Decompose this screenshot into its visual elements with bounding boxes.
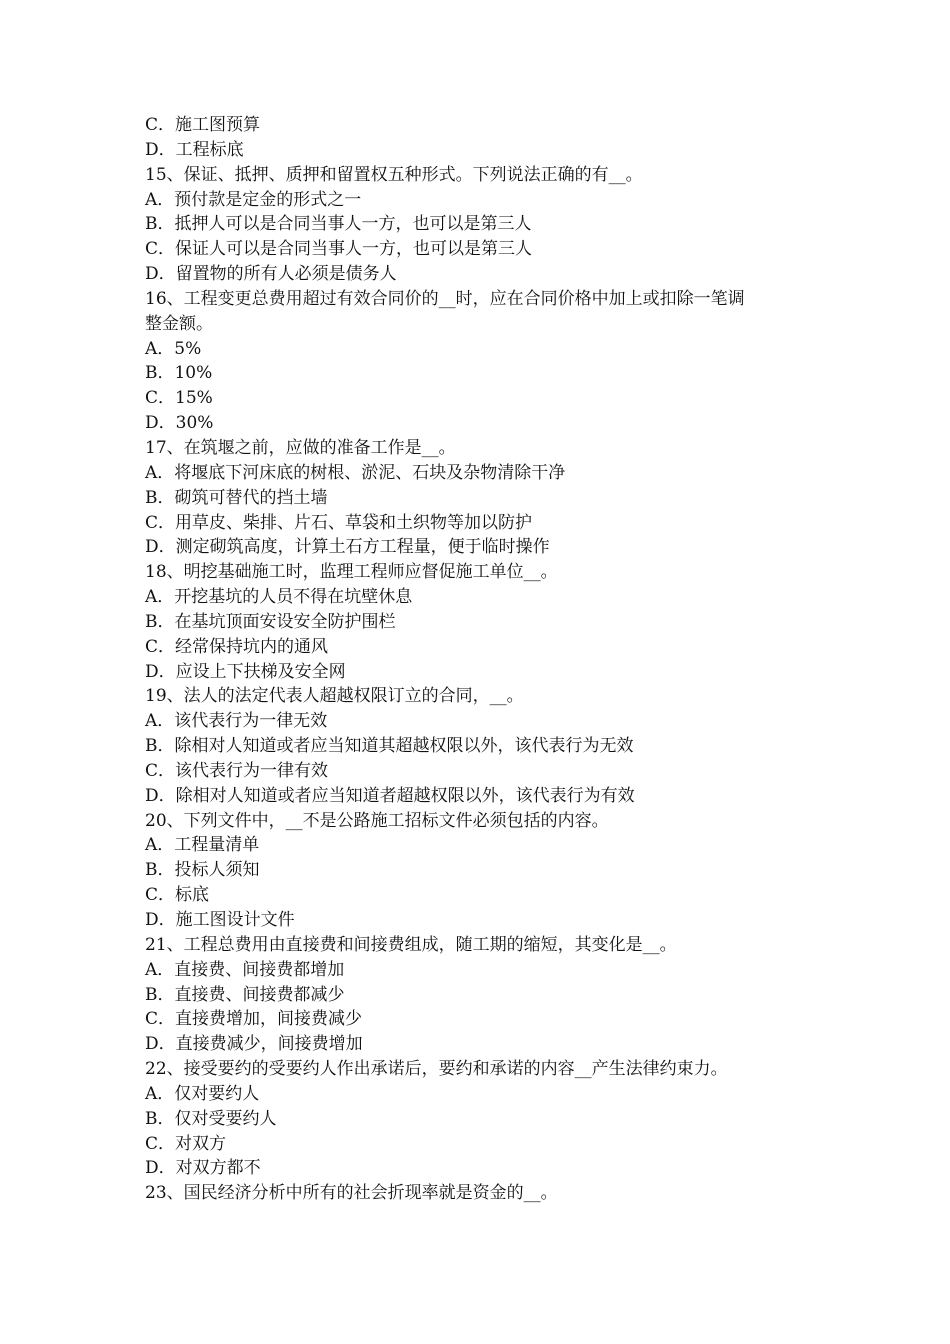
option-line: B．砌筑可替代的挡土墙 bbox=[145, 487, 328, 508]
question-19: 19、法人的法定代表人超越权限订立的合同，__。 bbox=[145, 686, 524, 707]
option-line: C．直接费增加，间接费减少 bbox=[145, 1009, 363, 1030]
question-16-continuation: 整金额。 bbox=[145, 313, 213, 334]
option-line: B．在基坑顶面安设安全防护围栏 bbox=[145, 611, 396, 632]
option-line: A．该代表行为一律无效 bbox=[145, 711, 328, 732]
option-line: A．仅对要约人 bbox=[145, 1083, 260, 1104]
option-line: B．除相对人知道或者应当知道其超越权限以外，该代表行为无效 bbox=[145, 736, 634, 757]
option-line: C．对双方 bbox=[145, 1133, 227, 1154]
option-line: A．5% bbox=[145, 338, 202, 359]
document-page bbox=[145, 113, 815, 1206]
option-line: C．该代表行为一律有效 bbox=[145, 760, 329, 781]
option-line: D．除相对人知道或者应当知道者超越权限以外，该代表行为有效 bbox=[145, 785, 635, 806]
option-line: A．预付款是定金的形式之一 bbox=[145, 189, 362, 210]
option-line: B．10% bbox=[145, 363, 213, 384]
question-20: 20、下列文件中，__不是公路施工招标文件必须包括的内容。 bbox=[145, 810, 609, 831]
option-line: A．将堰底下河床底的树根、淤泥、石块及杂物清除干净 bbox=[145, 462, 566, 483]
option-line: A．工程量清单 bbox=[145, 835, 260, 856]
option-line: D．工程标底 bbox=[145, 139, 244, 160]
option-line: D．对双方都不 bbox=[145, 1158, 261, 1179]
option-line: B．仅对受要约人 bbox=[145, 1108, 277, 1129]
question-16: 16、工程变更总费用超过有效合同价的__时，应在合同价格中加上或扣除一笔调 bbox=[145, 288, 745, 309]
option-line: C．保证人可以是合同当事人一方，也可以是第三人 bbox=[145, 239, 533, 260]
option-line: D．应设上下扶梯及安全网 bbox=[145, 661, 346, 682]
option-line: D．直接费减少，间接费增加 bbox=[145, 1034, 363, 1055]
option-line: C．用草皮、柴排、片石、草袋和土织物等加以防护 bbox=[145, 512, 533, 533]
question-15: 15、保证、抵押、质押和留置权五种形式。下列说法正确的有__。 bbox=[145, 164, 643, 185]
option-line: C．经常保持坑内的通风 bbox=[145, 636, 329, 657]
question-22: 22、接受要约的受要约人作出承诺后，要约和承诺的内容__产生法律约束力。 bbox=[145, 1059, 728, 1080]
option-line: A．直接费、间接费都增加 bbox=[145, 959, 345, 980]
option-line: D．施工图设计文件 bbox=[145, 910, 295, 930]
option-line: C．施工图预算 bbox=[145, 115, 261, 135]
option-line: C．15% bbox=[145, 388, 213, 409]
question-17: 17、在筑堰之前，应做的准备工作是__。 bbox=[145, 437, 456, 458]
option-line: B．抵押人可以是合同当事人一方，也可以是第三人 bbox=[145, 214, 532, 235]
option-line: A．开挖基坑的人员不得在坑壁休息 bbox=[145, 587, 413, 608]
option-line: D．测定砌筑高度，计算土石方工程量，便于临时操作 bbox=[145, 537, 550, 558]
option-line: C．标底 bbox=[145, 885, 210, 906]
option-line: D．留置物的所有人必须是债务人 bbox=[145, 264, 397, 285]
question-21: 21、工程总费用由直接费和间接费组成，随工期的缩短，其变化是__。 bbox=[145, 934, 677, 955]
option-line: B．直接费、间接费都减少 bbox=[145, 984, 345, 1005]
question-18: 18、明挖基础施工时，监理工程师应督促施工单位__。 bbox=[145, 562, 558, 583]
option-line: D．30% bbox=[145, 413, 214, 434]
option-line: B．投标人须知 bbox=[145, 860, 260, 881]
question-23: 23、国民经济分析中所有的社会折现率就是资金的__。 bbox=[145, 1183, 558, 1204]
